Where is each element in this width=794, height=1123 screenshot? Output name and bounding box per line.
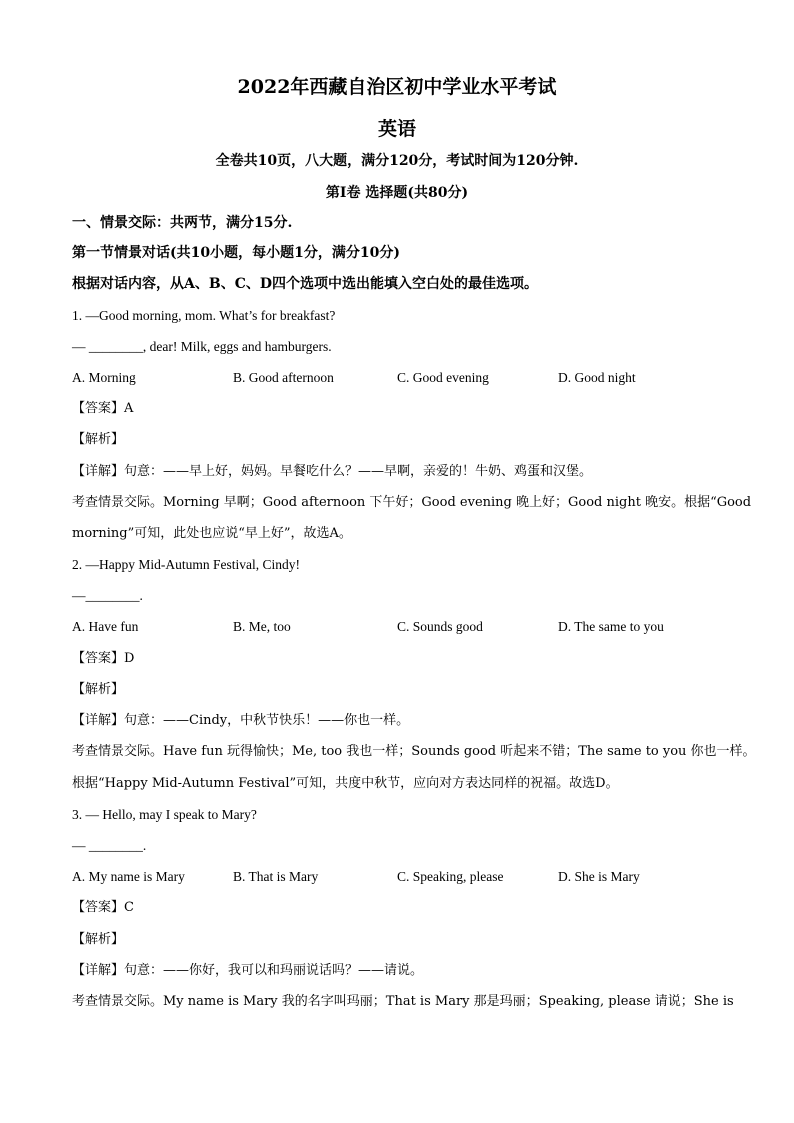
exam-info: 全卷共10页，八大题，满分120分，考试时间为120分钟. — [215, 153, 579, 169]
option-c: C. Good evening — [397, 370, 489, 385]
option-c: C. Sounds good — [397, 619, 483, 634]
volume-heading: 第Ⅰ卷 选择题(共80分) — [325, 185, 469, 201]
question-1-explain-2: morning”可知，此处也应说“早上好”，故选A。 — [72, 526, 352, 541]
question-3-detail: 【详解】句意：——你好，我可以和玛丽说话吗？——请说。 — [72, 963, 424, 978]
option-b: B. Good afternoon — [233, 370, 334, 385]
question-3-explain-1: 考查情景交际。My name is Mary 我的名字叫玛丽；That is Mary 那是玛丽；Speaking, please 请说；She is — [72, 994, 734, 1009]
exam-subject: 英语 — [377, 118, 416, 140]
option-d: D. Good night — [558, 370, 636, 385]
question-1-answer: 【答案】A — [72, 401, 134, 416]
question-1-detail: 【详解】句意：——早上好，妈妈。早餐吃什么？——早啊，亲爱的！牛奶、鸡蛋和汉堡。 — [72, 464, 593, 479]
question-2-prompt: 2. —Happy Mid-Autumn Festival, Cindy! — [72, 557, 300, 572]
option-a: A. My name is Mary — [72, 869, 185, 884]
question-3-answer: 【答案】C — [72, 900, 134, 915]
question-1-response: — ________, dear! Milk, eggs and hamburgers. — [72, 339, 332, 354]
question-1-analysis: 【解析】 — [72, 432, 125, 447]
question-1-explain-1: 考查情景交际。Morning 早啊；Good afternoon 下午好；Good evening 晚上好；Good night 晚安。根据“Good — [72, 495, 752, 510]
instruction: 根据对话内容，从A、B、C、D四个选项中选出能填入空白处的最佳选项。 — [72, 276, 538, 292]
question-1-prompt: 1. —Good morning, mom. What’s for breakfast? — [72, 308, 336, 323]
exam-title: 2022年西藏自治区初中学业水平考试 — [237, 76, 557, 98]
question-2-analysis: 【解析】 — [72, 682, 125, 697]
option-a: A. Morning — [72, 370, 136, 385]
question-2-explain-1: 考查情景交际。Have fun 玩得愉快；Me, too 我也一样；Sounds good 听起来不错；The same to you 你也一样。 — [72, 744, 756, 759]
question-2-options — [72, 618, 732, 636]
option-d: D. She is Mary — [558, 869, 640, 884]
question-2-detail: 【详解】句意：——Cindy，中秋节快乐！——你也一样。 — [72, 713, 410, 728]
question-1-options — [72, 369, 732, 387]
part-heading: 一、情景交际：共两节，满分15分. — [72, 215, 293, 231]
question-3-options — [72, 868, 732, 886]
question-2-answer: 【答案】D — [72, 651, 135, 666]
option-b: B. That is Mary — [233, 869, 319, 884]
question-2-response: —________. — [72, 588, 143, 603]
option-d: D. The same to you — [558, 619, 664, 634]
question-3-response: — ________. — [72, 838, 147, 853]
question-2-explain-2: 根据“Happy Mid-Autumn Festival”可知，共度中秋节，应向对方表达同样的祝福。故选D。 — [72, 776, 619, 791]
option-a: A. Have fun — [72, 619, 139, 634]
subpart-heading: 第一节情景对话(共10小题，每小题1分，满分10分) — [72, 245, 400, 261]
option-c: C. Speaking, please — [397, 869, 504, 884]
option-b: B. Me, too — [233, 619, 291, 634]
question-3-analysis: 【解析】 — [72, 932, 125, 947]
question-3-prompt: 3. — Hello, may I speak to Mary? — [72, 807, 257, 822]
